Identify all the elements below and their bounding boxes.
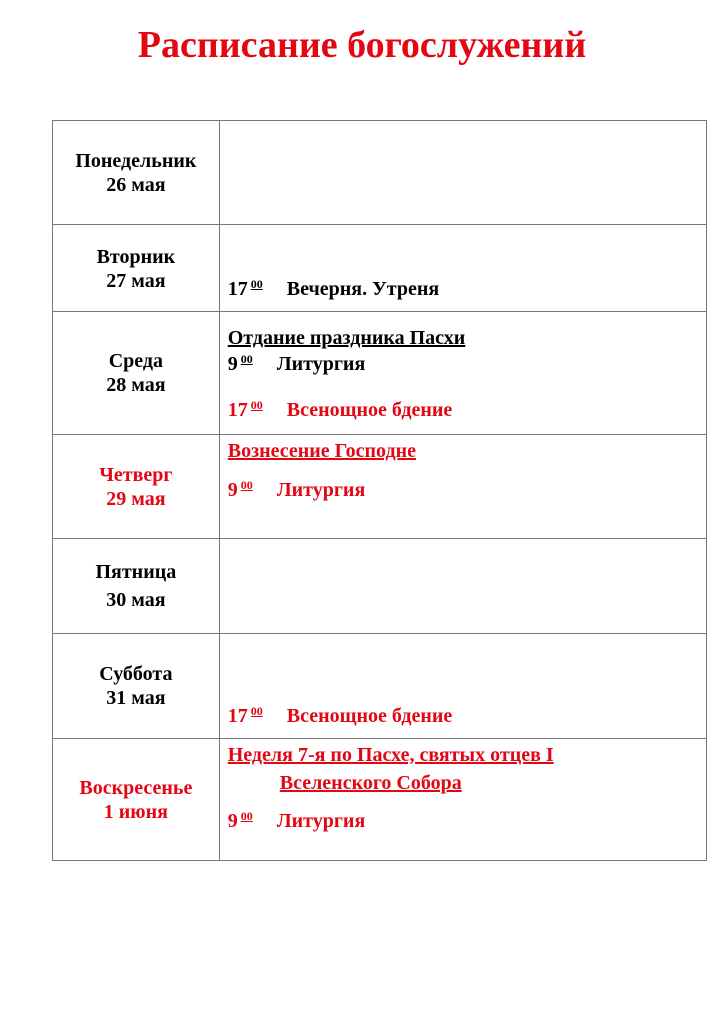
service-minutes: 00 (240, 809, 253, 823)
service-minutes: 00 (250, 277, 263, 291)
day-name: Суббота (99, 663, 173, 685)
day-name: Воскресенье (79, 776, 193, 799)
table-row (53, 435, 707, 539)
day-date: 31 мая (106, 687, 166, 709)
services-cell (219, 435, 706, 539)
table-row (53, 539, 707, 634)
service-minutes: 00 (240, 352, 253, 366)
service-hour: 9 (227, 479, 238, 501)
service-entry (228, 704, 453, 728)
table-row (53, 225, 707, 312)
day-name: Четверг (99, 463, 173, 486)
page-title: Расписание богослужений (137, 24, 587, 66)
day-cell (53, 312, 220, 435)
day-cell (53, 539, 220, 634)
day-cell (53, 435, 220, 539)
table-row (53, 634, 707, 739)
service-entry (228, 352, 366, 376)
day-date: 1 июня (103, 800, 168, 823)
day-date: 27 мая (106, 270, 166, 292)
service-minutes: 00 (250, 704, 263, 718)
day-name: Среда (108, 350, 164, 372)
service-name: Вечерня. Утреня (286, 278, 440, 300)
service-hour: 17 (227, 278, 248, 300)
service-minutes: 00 (250, 398, 263, 412)
service-name: Литургия (276, 810, 366, 832)
services-cell (219, 539, 706, 634)
service-entry (228, 809, 366, 833)
table-row (53, 121, 707, 225)
services-cell (219, 121, 706, 225)
service-hour: 9 (227, 810, 238, 832)
service-hour: 9 (227, 353, 238, 375)
day-cell (53, 739, 220, 861)
service-name: Всенощное бдение (286, 705, 453, 727)
service-entry (228, 277, 439, 301)
feast-title: Отдание праздника Пасхи (227, 327, 466, 349)
day-name: Понедельник (75, 149, 197, 172)
services-cell (219, 225, 706, 312)
day-name: Вторник (96, 246, 176, 268)
day-date: 30 мая (106, 589, 166, 611)
table-row (53, 312, 707, 435)
services-cell (219, 739, 706, 861)
service-entry (228, 478, 366, 502)
day-date: 26 мая (106, 173, 166, 196)
feast-title-continued: Вселенского Собора (279, 772, 462, 794)
table-row (53, 739, 707, 861)
schedule-table (52, 120, 707, 861)
day-cell (53, 634, 220, 739)
day-name: Пятница (95, 561, 177, 583)
service-name: Литургия (276, 479, 366, 501)
day-date: 28 мая (106, 374, 166, 396)
feast-title: Вознесение Господне (227, 440, 416, 462)
day-cell (53, 225, 220, 312)
service-hour: 17 (227, 399, 248, 421)
day-cell (53, 121, 220, 225)
day-date: 29 мая (106, 487, 166, 510)
service-hour: 17 (227, 705, 248, 727)
service-minutes: 00 (240, 478, 253, 492)
feast-title: Неделя 7-я по Пасхе, святых отцев I (227, 744, 554, 766)
service-name: Литургия (276, 353, 366, 375)
service-name: Всенощное бдение (286, 399, 453, 421)
service-entry (228, 398, 453, 422)
services-cell (219, 634, 706, 739)
services-cell (219, 312, 706, 435)
